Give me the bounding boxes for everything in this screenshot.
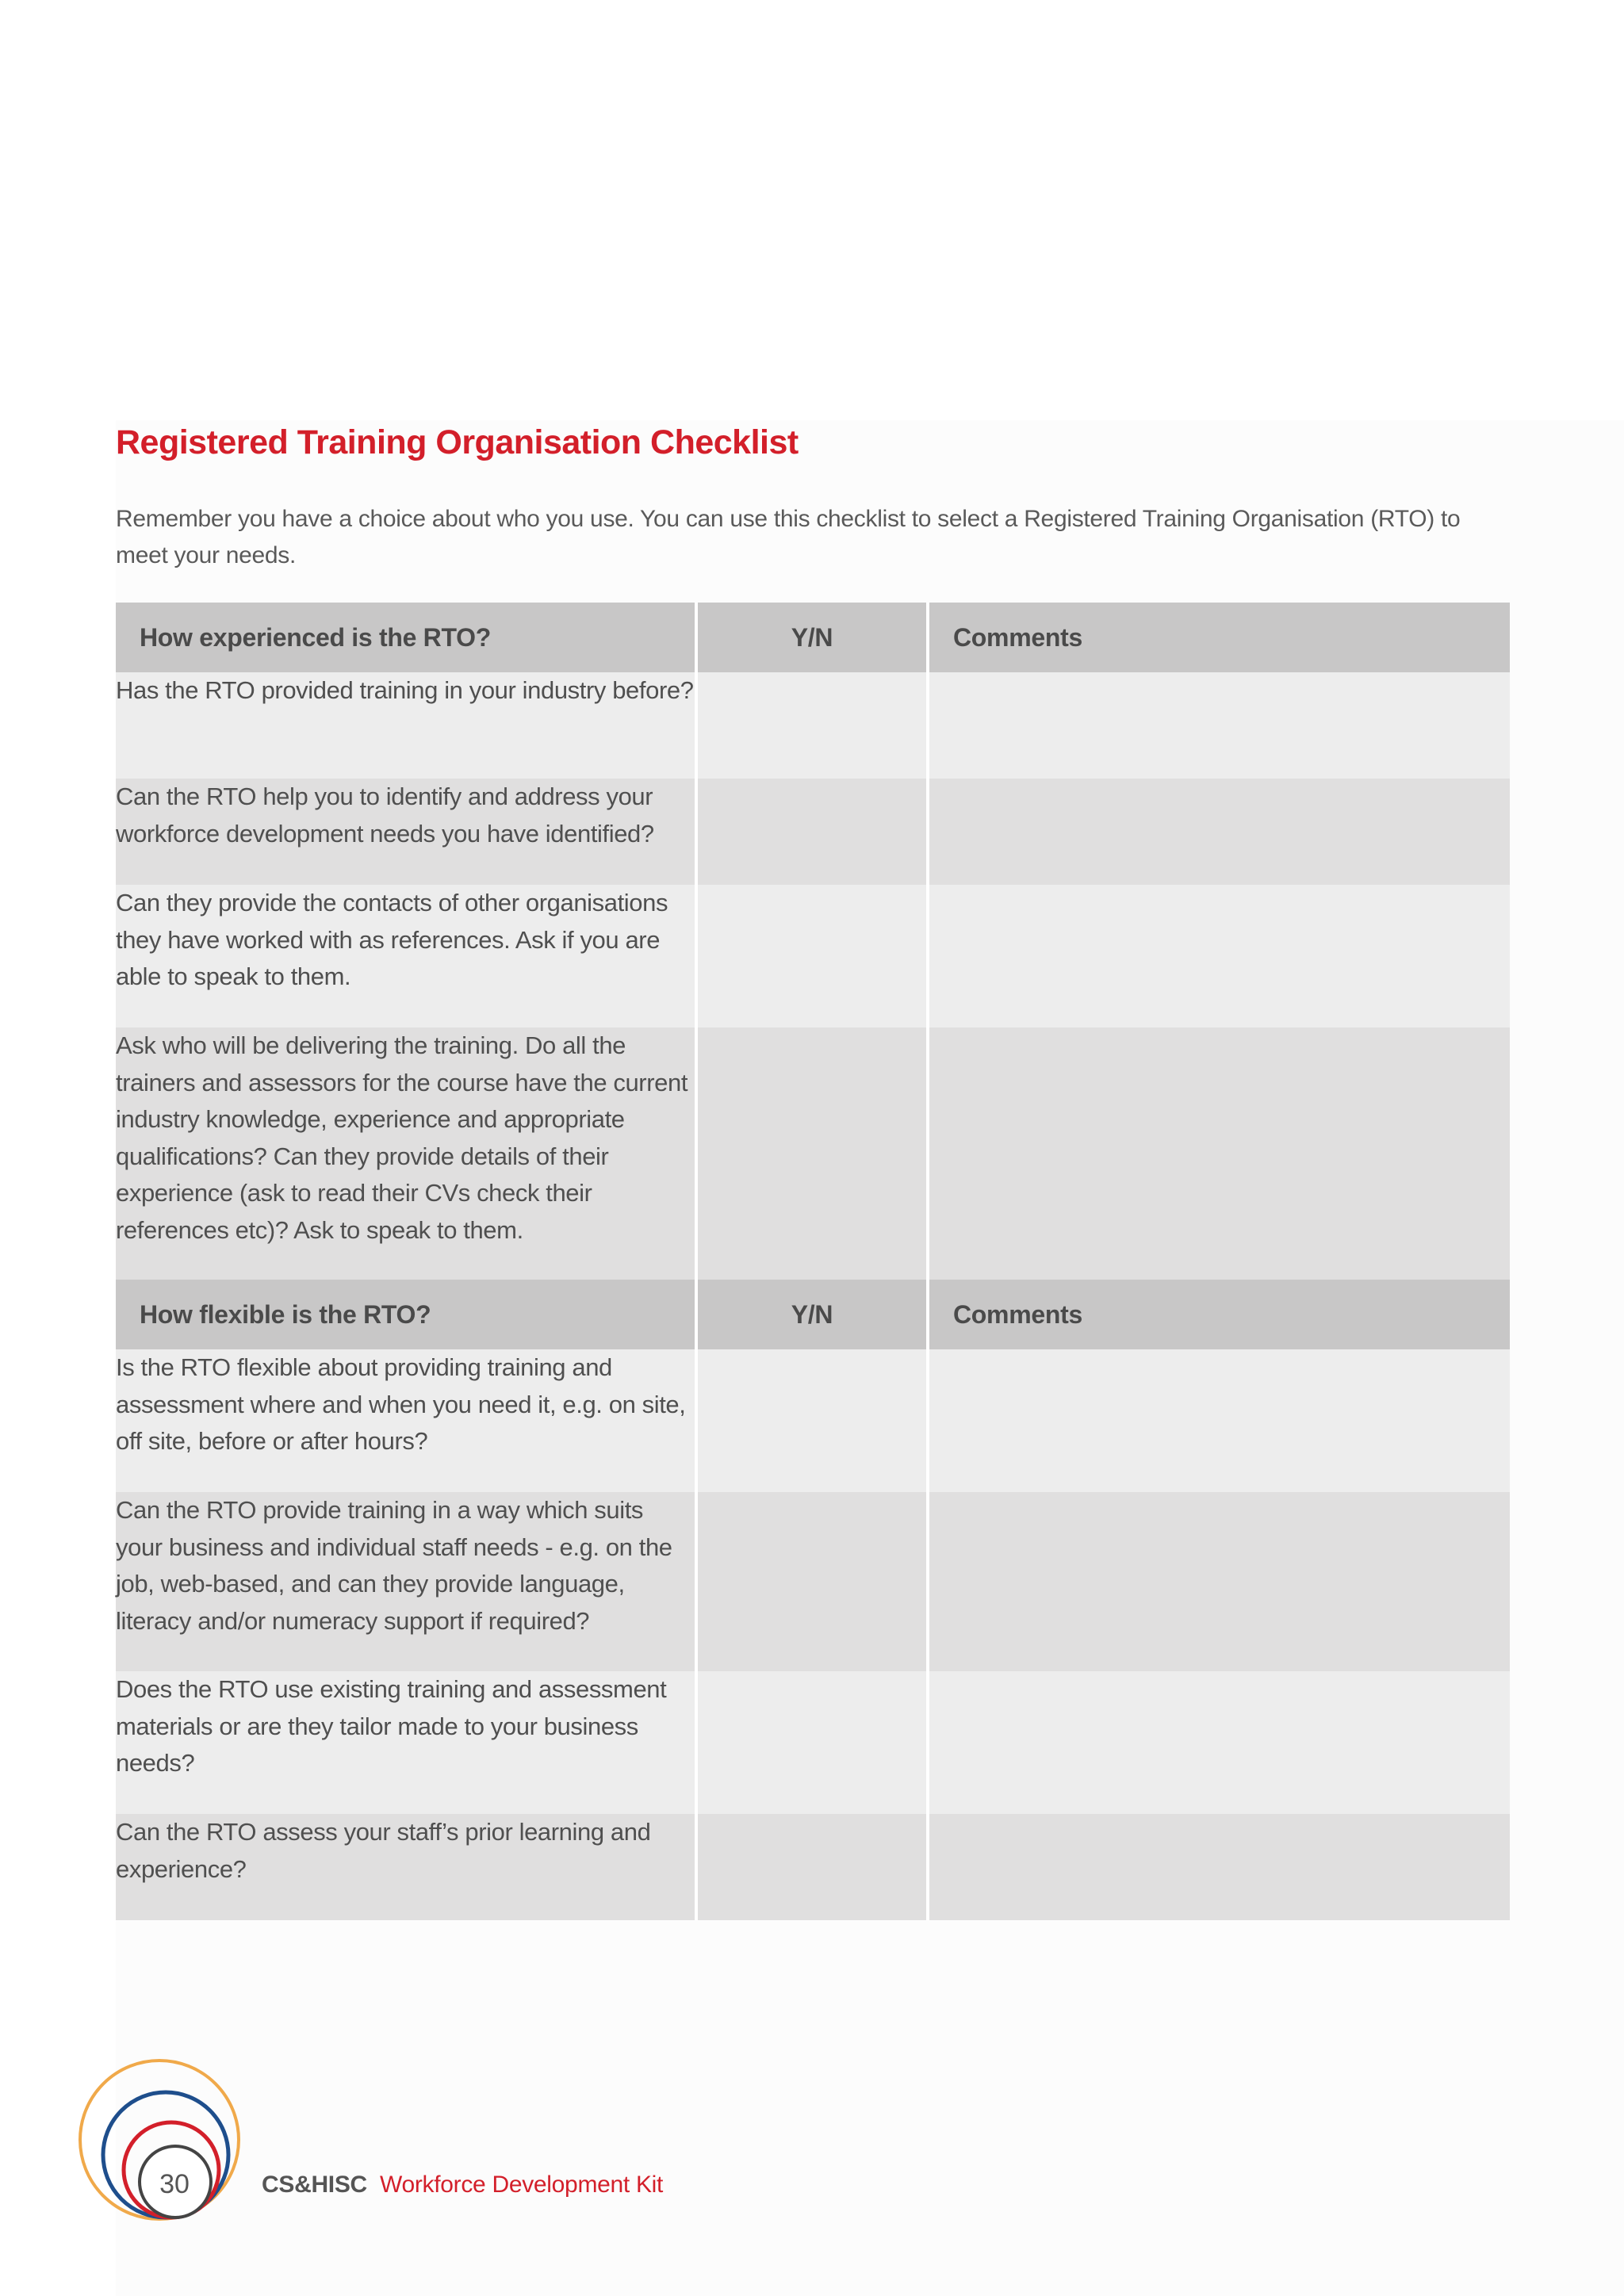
footer-brand: CS&HISC: [262, 2172, 367, 2198]
rto-checklist-table: [116, 603, 1510, 1920]
yn-cell[interactable]: [696, 1349, 928, 1492]
intro-paragraph: Remember you have a choice about who you use. You can use this checklist to select a Registered Training Organisation (RTO) to meet your needs.: [116, 506, 1461, 568]
question-cell: Can the RTO provide training in a way which suits your business and individual staff needs - e.g. on the job, web-based, and can they provide language, literacy and/or numeracy support if required?: [116, 1492, 696, 1671]
yn-cell[interactable]: [696, 779, 928, 885]
question-cell: Can the RTO assess your staff’s prior learning and experience?: [116, 1814, 696, 1920]
table-row: [116, 1492, 1510, 1671]
yn-cell[interactable]: [696, 885, 928, 1027]
table-row: [116, 672, 1510, 779]
comments-column-header: Comments: [928, 603, 1510, 672]
table-row: [116, 885, 1510, 1027]
table-row: [116, 1027, 1510, 1280]
question-cell: Ask who will be delivering the training. Do all the trainers and assessors for the course have the current industry knowledge, experience and appropriate qualifications? Can they provide details of their experience (ask to read their CVs check their references etc)? Ask to speak to them.: [116, 1027, 696, 1280]
yn-cell[interactable]: [696, 1027, 928, 1280]
section-header-flexibility: [116, 1280, 1510, 1349]
yn-cell[interactable]: [696, 672, 928, 779]
table-row: [116, 779, 1510, 885]
yn-cell[interactable]: [696, 1671, 928, 1814]
question-cell: Can the RTO help you to identify and address your workforce development needs you have identified?: [116, 779, 696, 885]
question-cell: Is the RTO flexible about providing training and assessment where and when you need it, e.g. on site, off site, before or after hours?: [116, 1349, 696, 1492]
footer-kit-name: Workforce Development Kit: [380, 2172, 664, 2198]
comments-cell[interactable]: [928, 885, 1510, 1027]
section-header-experience: [116, 603, 1510, 672]
yn-cell[interactable]: [696, 1814, 928, 1920]
section-heading: How flexible is the RTO?: [116, 1280, 696, 1349]
question-cell: Can they provide the contacts of other organisations they have worked with as references. Ask if you are able to speak to them.: [116, 885, 696, 1027]
question-cell: Has the RTO provided training in your industry before?: [116, 672, 696, 779]
question-cell: Does the RTO use existing training and assessment materials or are they tailor made to your business needs?: [116, 1671, 696, 1814]
comments-cell[interactable]: [928, 1671, 1510, 1814]
table-row: [116, 1349, 1510, 1492]
comments-cell[interactable]: [928, 1492, 1510, 1671]
yn-cell[interactable]: [696, 1492, 928, 1671]
comments-cell[interactable]: [928, 1349, 1510, 1492]
table-row: [116, 1671, 1510, 1814]
page-number: 30: [159, 2169, 190, 2199]
comments-cell[interactable]: [928, 1814, 1510, 1920]
page-title: Registered Training Organisation Checklist: [116, 423, 799, 461]
table-row: [116, 1814, 1510, 1920]
comments-column-header: Comments: [928, 1280, 1510, 1349]
comments-cell[interactable]: [928, 779, 1510, 885]
section-heading: How experienced is the RTO?: [116, 603, 696, 672]
comments-cell[interactable]: [928, 672, 1510, 779]
yn-column-header: Y/N: [696, 1280, 928, 1349]
yn-column-header: Y/N: [696, 603, 928, 672]
comments-cell[interactable]: [928, 1027, 1510, 1280]
